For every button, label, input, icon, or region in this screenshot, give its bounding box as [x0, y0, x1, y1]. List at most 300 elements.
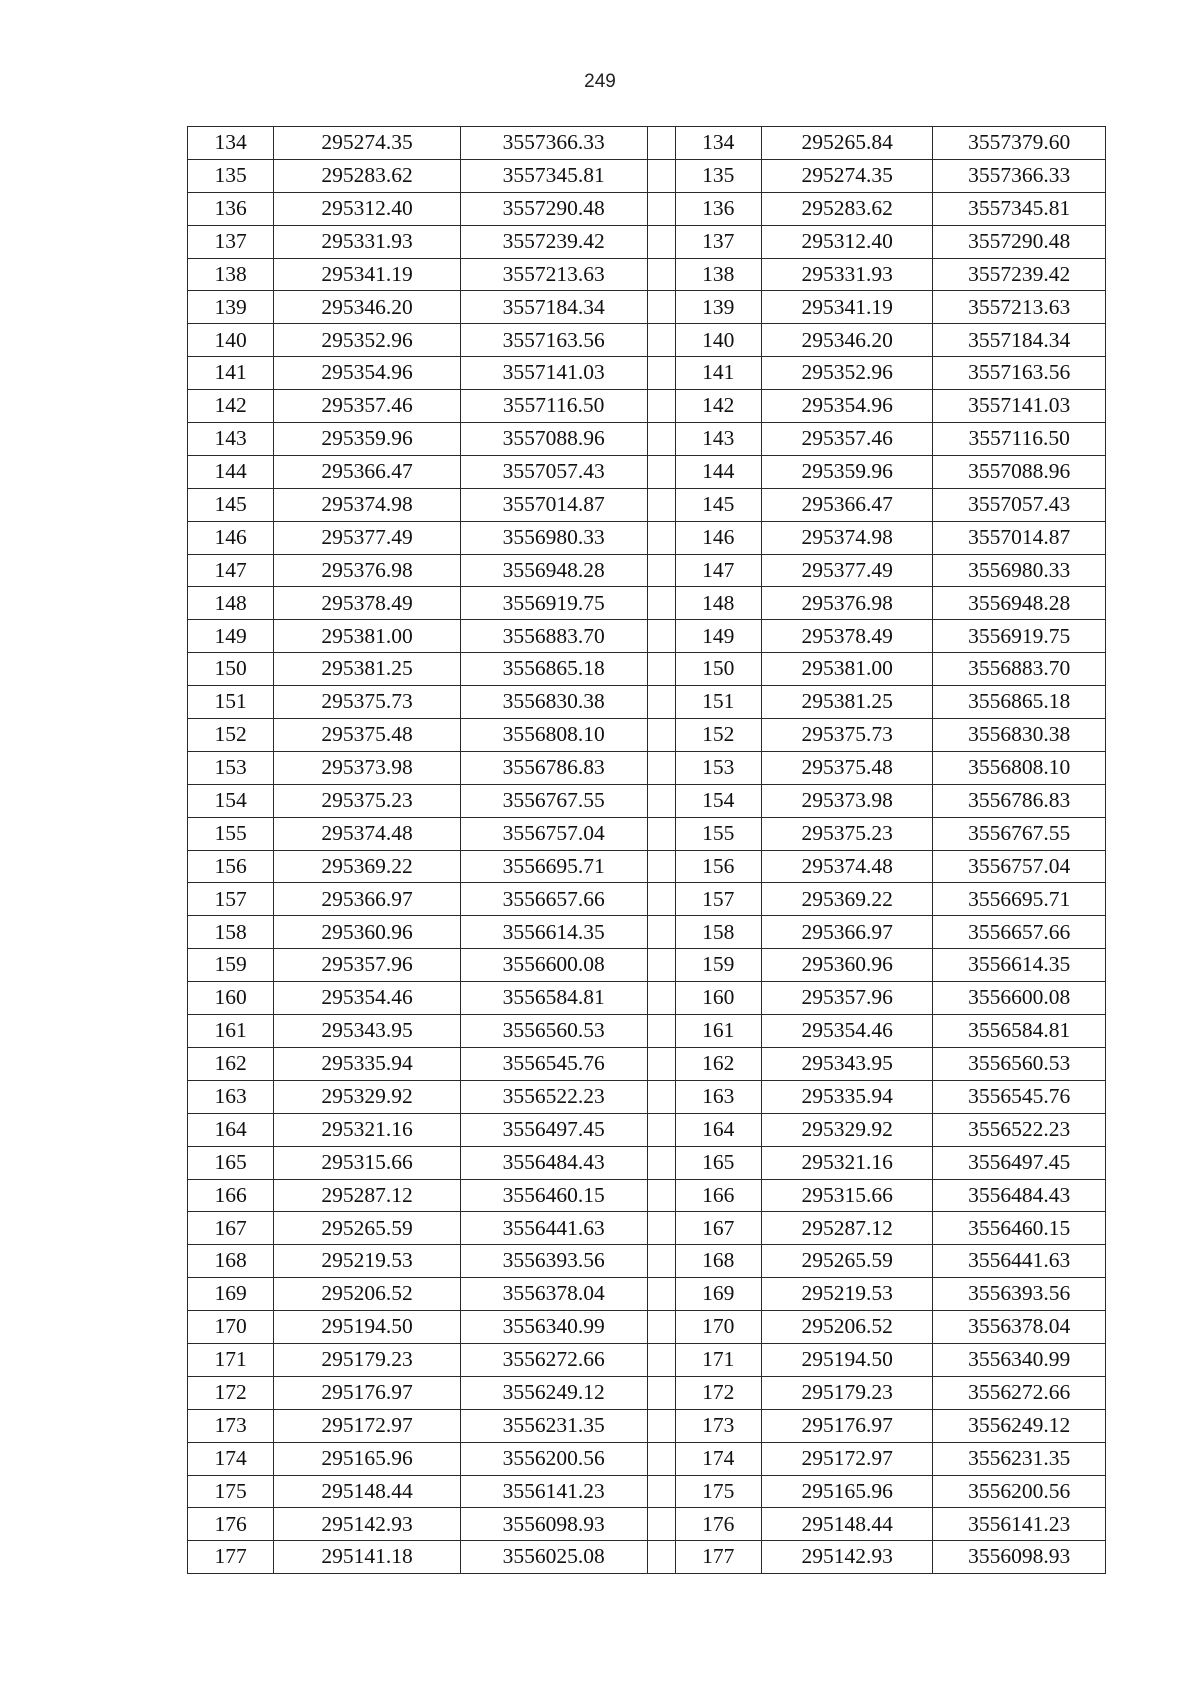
y-coordinate-cell: 3557184.34 — [460, 291, 647, 324]
previous-point-number-cell: 164 — [675, 1113, 761, 1146]
y-coordinate-cell: 3556460.15 — [460, 1179, 647, 1212]
x-coordinate-cell: 295357.46 — [274, 390, 461, 423]
table-row — [188, 1212, 1106, 1245]
y-coordinate-cell: 3556200.56 — [460, 1442, 647, 1475]
y-coordinate-cell: 3556522.23 — [460, 1080, 647, 1113]
spacer-cell — [647, 982, 675, 1015]
spacer-cell — [647, 1311, 675, 1344]
table-row — [188, 357, 1106, 390]
point-number-cell: 155 — [188, 817, 274, 850]
y-coordinate-cell: 3556098.93 — [460, 1508, 647, 1541]
previous-point-number-cell: 166 — [675, 1179, 761, 1212]
previous-point-number-cell: 176 — [675, 1508, 761, 1541]
x-coordinate-cell: 295329.92 — [274, 1080, 461, 1113]
previous-x-coordinate-cell: 295219.53 — [761, 1278, 933, 1311]
previous-point-number-cell: 138 — [675, 258, 761, 291]
x-coordinate-cell: 295366.97 — [274, 883, 461, 916]
previous-point-number-cell: 167 — [675, 1212, 761, 1245]
y-coordinate-cell: 3556614.35 — [460, 916, 647, 949]
previous-x-coordinate-cell: 295375.23 — [761, 817, 933, 850]
y-coordinate-cell: 3556808.10 — [460, 719, 647, 752]
previous-x-coordinate-cell: 295312.40 — [761, 225, 933, 258]
y-coordinate-cell: 3556484.43 — [460, 1146, 647, 1179]
previous-point-number-cell: 152 — [675, 719, 761, 752]
previous-x-coordinate-cell: 295375.48 — [761, 751, 933, 784]
previous-x-coordinate-cell: 295375.73 — [761, 719, 933, 752]
previous-x-coordinate-cell: 295359.96 — [761, 455, 933, 488]
previous-point-number-cell: 165 — [675, 1146, 761, 1179]
point-number-cell: 168 — [188, 1245, 274, 1278]
previous-x-coordinate-cell: 295378.49 — [761, 620, 933, 653]
x-coordinate-cell: 295378.49 — [274, 587, 461, 620]
previous-y-coordinate-cell: 3556865.18 — [933, 686, 1106, 719]
y-coordinate-cell: 3557141.03 — [460, 357, 647, 390]
x-coordinate-cell: 295381.00 — [274, 620, 461, 653]
previous-y-coordinate-cell: 3556919.75 — [933, 620, 1106, 653]
spacer-cell — [647, 1409, 675, 1442]
spacer-cell — [647, 883, 675, 916]
y-coordinate-cell: 3557290.48 — [460, 192, 647, 225]
x-coordinate-cell: 295312.40 — [274, 192, 461, 225]
x-coordinate-cell: 295283.62 — [274, 159, 461, 192]
y-coordinate-cell: 3556497.45 — [460, 1113, 647, 1146]
spacer-cell — [647, 1179, 675, 1212]
previous-x-coordinate-cell: 295381.25 — [761, 686, 933, 719]
previous-point-number-cell: 158 — [675, 916, 761, 949]
y-coordinate-cell: 3556830.38 — [460, 686, 647, 719]
x-coordinate-cell: 295265.59 — [274, 1212, 461, 1245]
point-number-cell: 137 — [188, 225, 274, 258]
table-row — [188, 1113, 1106, 1146]
spacer-cell — [647, 587, 675, 620]
point-number-cell: 157 — [188, 883, 274, 916]
previous-y-coordinate-cell: 3556272.66 — [933, 1376, 1106, 1409]
table-row — [188, 1047, 1106, 1080]
table-row — [188, 324, 1106, 357]
x-coordinate-cell: 295366.47 — [274, 455, 461, 488]
previous-x-coordinate-cell: 295287.12 — [761, 1212, 933, 1245]
spacer-cell — [647, 1047, 675, 1080]
x-coordinate-cell: 295352.96 — [274, 324, 461, 357]
previous-x-coordinate-cell: 295176.97 — [761, 1409, 933, 1442]
x-coordinate-cell: 295165.96 — [274, 1442, 461, 1475]
previous-point-number-cell: 177 — [675, 1541, 761, 1574]
x-coordinate-cell: 295375.48 — [274, 719, 461, 752]
y-coordinate-cell: 3556141.23 — [460, 1475, 647, 1508]
spacer-cell — [647, 455, 675, 488]
previous-y-coordinate-cell: 3556883.70 — [933, 653, 1106, 686]
previous-y-coordinate-cell: 3556340.99 — [933, 1343, 1106, 1376]
previous-x-coordinate-cell: 295283.62 — [761, 192, 933, 225]
table-row — [188, 883, 1106, 916]
y-coordinate-cell: 3556393.56 — [460, 1245, 647, 1278]
previous-point-number-cell: 150 — [675, 653, 761, 686]
x-coordinate-cell: 295179.23 — [274, 1343, 461, 1376]
spacer-cell — [647, 916, 675, 949]
x-coordinate-cell: 295176.97 — [274, 1376, 461, 1409]
table-row — [188, 390, 1106, 423]
point-number-cell: 167 — [188, 1212, 274, 1245]
y-coordinate-cell: 3556025.08 — [460, 1541, 647, 1574]
y-coordinate-cell: 3557345.81 — [460, 159, 647, 192]
spacer-cell — [647, 390, 675, 423]
y-coordinate-cell: 3557014.87 — [460, 488, 647, 521]
spacer-cell — [647, 258, 675, 291]
spacer-cell — [647, 554, 675, 587]
previous-point-number-cell: 169 — [675, 1278, 761, 1311]
y-coordinate-cell: 3557088.96 — [460, 423, 647, 456]
x-coordinate-cell: 295331.93 — [274, 225, 461, 258]
table-row — [188, 653, 1106, 686]
spacer-cell — [647, 751, 675, 784]
spacer-cell — [647, 1278, 675, 1311]
spacer-cell — [647, 784, 675, 817]
previous-y-coordinate-cell: 3557213.63 — [933, 291, 1106, 324]
previous-point-number-cell: 135 — [675, 159, 761, 192]
previous-x-coordinate-cell: 295369.22 — [761, 883, 933, 916]
y-coordinate-cell: 3556560.53 — [460, 1015, 647, 1048]
y-coordinate-cell: 3557163.56 — [460, 324, 647, 357]
x-coordinate-cell: 295315.66 — [274, 1146, 461, 1179]
spacer-cell — [647, 423, 675, 456]
spacer-cell — [647, 127, 675, 160]
table-row — [188, 1343, 1106, 1376]
previous-point-number-cell: 162 — [675, 1047, 761, 1080]
previous-x-coordinate-cell: 295179.23 — [761, 1376, 933, 1409]
x-coordinate-cell: 295376.98 — [274, 554, 461, 587]
previous-y-coordinate-cell: 3557057.43 — [933, 488, 1106, 521]
table-row — [188, 554, 1106, 587]
y-coordinate-cell: 3557057.43 — [460, 455, 647, 488]
previous-y-coordinate-cell: 3557290.48 — [933, 225, 1106, 258]
x-coordinate-cell: 295142.93 — [274, 1508, 461, 1541]
x-coordinate-cell: 295354.96 — [274, 357, 461, 390]
previous-y-coordinate-cell: 3557239.42 — [933, 258, 1106, 291]
spacer-cell — [647, 1146, 675, 1179]
previous-y-coordinate-cell: 3556098.93 — [933, 1541, 1106, 1574]
point-number-cell: 151 — [188, 686, 274, 719]
previous-x-coordinate-cell: 295381.00 — [761, 653, 933, 686]
table-row — [188, 620, 1106, 653]
previous-point-number-cell: 146 — [675, 521, 761, 554]
table-row — [188, 1080, 1106, 1113]
previous-point-number-cell: 163 — [675, 1080, 761, 1113]
previous-y-coordinate-cell: 3556614.35 — [933, 949, 1106, 982]
table-row — [188, 192, 1106, 225]
y-coordinate-cell: 3556919.75 — [460, 587, 647, 620]
table-row — [188, 159, 1106, 192]
point-number-cell: 143 — [188, 423, 274, 456]
y-coordinate-cell: 3557116.50 — [460, 390, 647, 423]
y-coordinate-cell: 3556757.04 — [460, 817, 647, 850]
table-row — [188, 850, 1106, 883]
point-number-cell: 141 — [188, 357, 274, 390]
previous-point-number-cell: 154 — [675, 784, 761, 817]
previous-x-coordinate-cell: 295142.93 — [761, 1541, 933, 1574]
x-coordinate-cell: 295375.23 — [274, 784, 461, 817]
spacer-cell — [647, 1245, 675, 1278]
previous-x-coordinate-cell: 295352.96 — [761, 357, 933, 390]
point-number-cell: 150 — [188, 653, 274, 686]
point-number-cell: 153 — [188, 751, 274, 784]
spacer-cell — [647, 1080, 675, 1113]
point-number-cell: 176 — [188, 1508, 274, 1541]
x-coordinate-cell: 295172.97 — [274, 1409, 461, 1442]
table-row — [188, 751, 1106, 784]
spacer-cell — [647, 1343, 675, 1376]
previous-point-number-cell: 139 — [675, 291, 761, 324]
previous-y-coordinate-cell: 3556948.28 — [933, 587, 1106, 620]
previous-y-coordinate-cell: 3556522.23 — [933, 1113, 1106, 1146]
previous-y-coordinate-cell: 3556695.71 — [933, 883, 1106, 916]
table-row — [188, 817, 1106, 850]
point-number-cell: 175 — [188, 1475, 274, 1508]
previous-point-number-cell: 160 — [675, 982, 761, 1015]
y-coordinate-cell: 3556584.81 — [460, 982, 647, 1015]
x-coordinate-cell: 295375.73 — [274, 686, 461, 719]
previous-point-number-cell: 153 — [675, 751, 761, 784]
previous-x-coordinate-cell: 295335.94 — [761, 1080, 933, 1113]
spacer-cell — [647, 1475, 675, 1508]
previous-y-coordinate-cell: 3556560.53 — [933, 1047, 1106, 1080]
point-number-cell: 134 — [188, 127, 274, 160]
previous-y-coordinate-cell: 3556231.35 — [933, 1442, 1106, 1475]
y-coordinate-cell: 3557213.63 — [460, 258, 647, 291]
x-coordinate-cell: 295369.22 — [274, 850, 461, 883]
coordinates-table — [187, 126, 1106, 1574]
previous-y-coordinate-cell: 3557345.81 — [933, 192, 1106, 225]
previous-point-number-cell: 134 — [675, 127, 761, 160]
previous-x-coordinate-cell: 295321.16 — [761, 1146, 933, 1179]
previous-y-coordinate-cell: 3556441.63 — [933, 1245, 1106, 1278]
previous-y-coordinate-cell: 3556200.56 — [933, 1475, 1106, 1508]
previous-y-coordinate-cell: 3556767.55 — [933, 817, 1106, 850]
previous-point-number-cell: 170 — [675, 1311, 761, 1344]
previous-x-coordinate-cell: 295357.46 — [761, 423, 933, 456]
previous-y-coordinate-cell: 3556657.66 — [933, 916, 1106, 949]
table-row — [188, 488, 1106, 521]
spacer-cell — [647, 225, 675, 258]
previous-y-coordinate-cell: 3557366.33 — [933, 159, 1106, 192]
x-coordinate-cell: 295357.96 — [274, 949, 461, 982]
previous-x-coordinate-cell: 295373.98 — [761, 784, 933, 817]
previous-y-coordinate-cell: 3556249.12 — [933, 1409, 1106, 1442]
x-coordinate-cell: 295374.48 — [274, 817, 461, 850]
previous-point-number-cell: 145 — [675, 488, 761, 521]
table-row — [188, 1278, 1106, 1311]
previous-x-coordinate-cell: 295315.66 — [761, 1179, 933, 1212]
x-coordinate-cell: 295335.94 — [274, 1047, 461, 1080]
spacer-cell — [647, 949, 675, 982]
previous-y-coordinate-cell: 3556757.04 — [933, 850, 1106, 883]
y-coordinate-cell: 3557239.42 — [460, 225, 647, 258]
previous-x-coordinate-cell: 295341.19 — [761, 291, 933, 324]
point-number-cell: 172 — [188, 1376, 274, 1409]
previous-point-number-cell: 149 — [675, 620, 761, 653]
previous-point-number-cell: 151 — [675, 686, 761, 719]
point-number-cell: 138 — [188, 258, 274, 291]
y-coordinate-cell: 3556378.04 — [460, 1278, 647, 1311]
previous-y-coordinate-cell: 3556378.04 — [933, 1311, 1106, 1344]
x-coordinate-cell: 295194.50 — [274, 1311, 461, 1344]
previous-y-coordinate-cell: 3556600.08 — [933, 982, 1106, 1015]
previous-x-coordinate-cell: 295376.98 — [761, 587, 933, 620]
table-row — [188, 1179, 1106, 1212]
y-coordinate-cell: 3556272.66 — [460, 1343, 647, 1376]
y-coordinate-cell: 3556545.76 — [460, 1047, 647, 1080]
previous-point-number-cell: 141 — [675, 357, 761, 390]
point-number-cell: 144 — [188, 455, 274, 488]
point-number-cell: 164 — [188, 1113, 274, 1146]
previous-y-coordinate-cell: 3557141.03 — [933, 390, 1106, 423]
spacer-cell — [647, 1541, 675, 1574]
spacer-cell — [647, 159, 675, 192]
previous-y-coordinate-cell: 3557184.34 — [933, 324, 1106, 357]
previous-x-coordinate-cell: 295366.47 — [761, 488, 933, 521]
y-coordinate-cell: 3556695.71 — [460, 850, 647, 883]
previous-y-coordinate-cell: 3556584.81 — [933, 1015, 1106, 1048]
spacer-cell — [647, 620, 675, 653]
previous-point-number-cell: 140 — [675, 324, 761, 357]
y-coordinate-cell: 3556786.83 — [460, 751, 647, 784]
point-number-cell: 149 — [188, 620, 274, 653]
previous-y-coordinate-cell: 3557379.60 — [933, 127, 1106, 160]
previous-point-number-cell: 136 — [675, 192, 761, 225]
spacer-cell — [647, 357, 675, 390]
previous-y-coordinate-cell: 3557163.56 — [933, 357, 1106, 390]
previous-y-coordinate-cell: 3556393.56 — [933, 1278, 1106, 1311]
previous-y-coordinate-cell: 3556484.43 — [933, 1179, 1106, 1212]
x-coordinate-cell: 295321.16 — [274, 1113, 461, 1146]
previous-y-coordinate-cell: 3556830.38 — [933, 719, 1106, 752]
point-number-cell: 154 — [188, 784, 274, 817]
table-row — [188, 1442, 1106, 1475]
previous-x-coordinate-cell: 295354.46 — [761, 1015, 933, 1048]
point-number-cell: 165 — [188, 1146, 274, 1179]
previous-y-coordinate-cell: 3556460.15 — [933, 1212, 1106, 1245]
previous-y-coordinate-cell: 3556497.45 — [933, 1146, 1106, 1179]
point-number-cell: 135 — [188, 159, 274, 192]
table-row — [188, 455, 1106, 488]
point-number-cell: 136 — [188, 192, 274, 225]
point-number-cell: 140 — [188, 324, 274, 357]
table-row — [188, 1475, 1106, 1508]
previous-point-number-cell: 161 — [675, 1015, 761, 1048]
x-coordinate-cell: 295346.20 — [274, 291, 461, 324]
spacer-cell — [647, 488, 675, 521]
table-row — [188, 1508, 1106, 1541]
spacer-cell — [647, 817, 675, 850]
table-row — [188, 587, 1106, 620]
previous-point-number-cell: 172 — [675, 1376, 761, 1409]
spacer-cell — [647, 1113, 675, 1146]
previous-x-coordinate-cell: 295357.96 — [761, 982, 933, 1015]
x-coordinate-cell: 295374.98 — [274, 488, 461, 521]
x-coordinate-cell: 295206.52 — [274, 1278, 461, 1311]
point-number-cell: 139 — [188, 291, 274, 324]
table-row — [188, 916, 1106, 949]
table-row — [188, 258, 1106, 291]
table-row — [188, 423, 1106, 456]
y-coordinate-cell: 3556657.66 — [460, 883, 647, 916]
y-coordinate-cell: 3556865.18 — [460, 653, 647, 686]
table-row — [188, 291, 1106, 324]
spacer-cell — [647, 686, 675, 719]
previous-x-coordinate-cell: 295274.35 — [761, 159, 933, 192]
previous-point-number-cell: 156 — [675, 850, 761, 883]
previous-point-number-cell: 147 — [675, 554, 761, 587]
point-number-cell: 171 — [188, 1343, 274, 1376]
spacer-cell — [647, 1442, 675, 1475]
page-number: 249 — [584, 71, 616, 92]
x-coordinate-cell: 295141.18 — [274, 1541, 461, 1574]
previous-point-number-cell: 143 — [675, 423, 761, 456]
previous-x-coordinate-cell: 295354.96 — [761, 390, 933, 423]
previous-point-number-cell: 171 — [675, 1343, 761, 1376]
y-coordinate-cell: 3556340.99 — [460, 1311, 647, 1344]
point-number-cell: 163 — [188, 1080, 274, 1113]
table-row — [188, 982, 1106, 1015]
table-row — [188, 1376, 1106, 1409]
previous-point-number-cell: 137 — [675, 225, 761, 258]
table-row — [188, 686, 1106, 719]
table-row — [188, 1541, 1106, 1574]
previous-point-number-cell: 142 — [675, 390, 761, 423]
x-coordinate-cell: 295381.25 — [274, 653, 461, 686]
x-coordinate-cell: 295274.35 — [274, 127, 461, 160]
previous-x-coordinate-cell: 295374.98 — [761, 521, 933, 554]
previous-y-coordinate-cell: 3556141.23 — [933, 1508, 1106, 1541]
y-coordinate-cell: 3556948.28 — [460, 554, 647, 587]
y-coordinate-cell: 3556883.70 — [460, 620, 647, 653]
point-number-cell: 170 — [188, 1311, 274, 1344]
previous-x-coordinate-cell: 295165.96 — [761, 1475, 933, 1508]
point-number-cell: 147 — [188, 554, 274, 587]
point-number-cell: 152 — [188, 719, 274, 752]
spacer-cell — [647, 653, 675, 686]
table-row — [188, 225, 1106, 258]
spacer-cell — [647, 719, 675, 752]
spacer-cell — [647, 1508, 675, 1541]
point-number-cell: 166 — [188, 1179, 274, 1212]
point-number-cell: 146 — [188, 521, 274, 554]
previous-point-number-cell: 174 — [675, 1442, 761, 1475]
y-coordinate-cell: 3557366.33 — [460, 127, 647, 160]
x-coordinate-cell: 295219.53 — [274, 1245, 461, 1278]
spacer-cell — [647, 850, 675, 883]
x-coordinate-cell: 295343.95 — [274, 1015, 461, 1048]
previous-y-coordinate-cell: 3557088.96 — [933, 455, 1106, 488]
previous-point-number-cell: 155 — [675, 817, 761, 850]
previous-y-coordinate-cell: 3556808.10 — [933, 751, 1106, 784]
previous-x-coordinate-cell: 295377.49 — [761, 554, 933, 587]
y-coordinate-cell: 3556249.12 — [460, 1376, 647, 1409]
coordinates-table-body — [188, 127, 1106, 1574]
x-coordinate-cell: 295341.19 — [274, 258, 461, 291]
x-coordinate-cell: 295373.98 — [274, 751, 461, 784]
previous-x-coordinate-cell: 295366.97 — [761, 916, 933, 949]
previous-x-coordinate-cell: 295194.50 — [761, 1343, 933, 1376]
table-row — [188, 719, 1106, 752]
previous-point-number-cell: 168 — [675, 1245, 761, 1278]
point-number-cell: 162 — [188, 1047, 274, 1080]
previous-x-coordinate-cell: 295331.93 — [761, 258, 933, 291]
x-coordinate-cell: 295287.12 — [274, 1179, 461, 1212]
x-coordinate-cell: 295377.49 — [274, 521, 461, 554]
previous-x-coordinate-cell: 295360.96 — [761, 949, 933, 982]
point-number-cell: 148 — [188, 587, 274, 620]
spacer-cell — [647, 192, 675, 225]
